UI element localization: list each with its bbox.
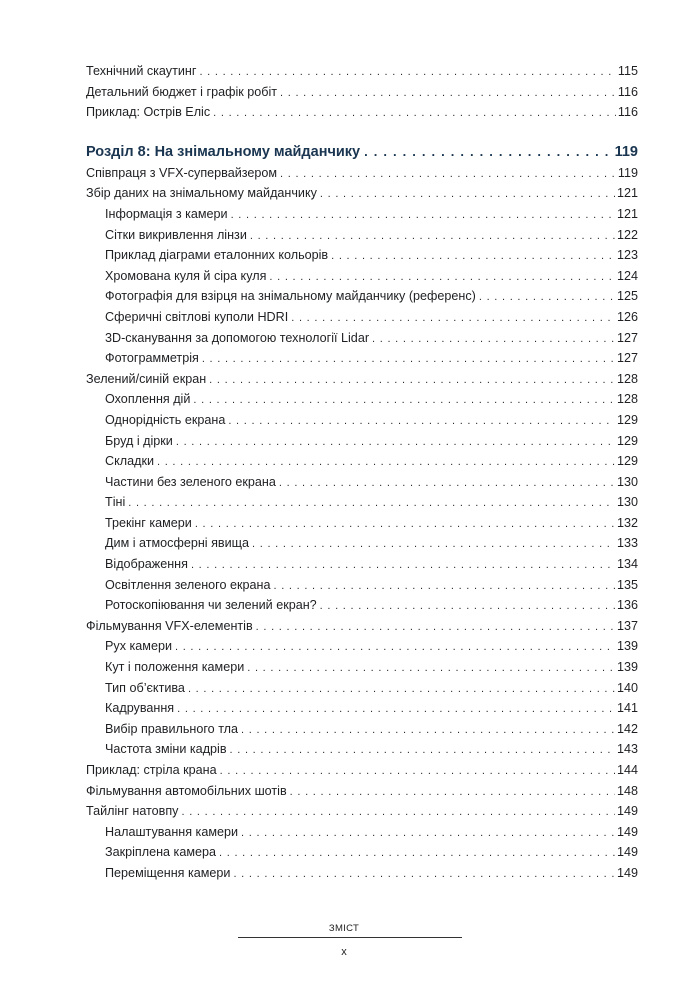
toc-entry-title: Освітлення зеленого екрана xyxy=(105,577,271,592)
toc-entry[interactable] xyxy=(86,348,638,369)
toc-entry[interactable] xyxy=(86,472,638,493)
toc-entry-page-number: 144 xyxy=(616,763,638,777)
toc-entry-page-number: 136 xyxy=(616,598,638,613)
toc-entry[interactable] xyxy=(86,739,638,760)
footer-page-number: x xyxy=(341,946,347,958)
dot-leader xyxy=(256,617,615,638)
chapter-page-number: 119 xyxy=(614,143,638,160)
toc-entry-title: Приклад: Острів Еліс xyxy=(86,105,211,120)
toc-entry[interactable] xyxy=(86,801,638,822)
toc-entry[interactable] xyxy=(86,307,638,328)
toc-entry-title: Технічний скаутинг xyxy=(86,64,197,78)
dot-leader xyxy=(220,761,615,782)
toc-entry-title: Фотограмметрія xyxy=(105,351,199,366)
dot-leader xyxy=(202,349,615,370)
dot-leader xyxy=(291,308,615,329)
dot-leader xyxy=(320,596,615,617)
toc-entry-title: Дим і атмосферні явища xyxy=(105,536,250,551)
toc-entry[interactable] xyxy=(86,760,638,781)
toc-entry-page-number: 116 xyxy=(617,105,638,120)
toc-entry-title: Закріплена камера xyxy=(105,845,217,860)
toc-entry-page-number: 129 xyxy=(616,412,638,427)
dot-leader xyxy=(269,267,615,288)
toc-entry-title: Тип об’єктива xyxy=(105,680,185,695)
toc-entry[interactable] xyxy=(86,410,638,431)
toc-entry-title: Бруд і дірки xyxy=(105,433,173,448)
toc-entry-title: Інформація з камери xyxy=(105,206,228,221)
toc-entry[interactable] xyxy=(86,842,638,863)
dot-leader xyxy=(273,576,615,597)
toc-entry[interactable] xyxy=(86,245,638,266)
toc-entry-page-number: 125 xyxy=(616,289,638,304)
dot-leader xyxy=(128,493,615,514)
toc-entry-page-number: 139 xyxy=(616,639,638,654)
dot-leader xyxy=(209,370,615,391)
dot-leader xyxy=(175,637,615,658)
toc-entry-page-number: 127 xyxy=(616,351,638,366)
dot-leader xyxy=(230,740,615,761)
toc-entry[interactable] xyxy=(86,595,638,616)
toc-entry-page-number: 140 xyxy=(616,680,638,695)
toc-entry-title: Кадрування xyxy=(105,701,175,716)
toc-entry[interactable] xyxy=(86,513,638,534)
toc-entry-title: Частота зміни кадрів xyxy=(105,742,227,757)
toc-entry-title: Фотографія для взірця на знімальному майданчику (референс) xyxy=(105,289,476,304)
dot-leader xyxy=(188,679,615,700)
toc-entry-page-number: 119 xyxy=(617,165,638,180)
toc-entry-page-number: 129 xyxy=(616,433,638,448)
toc-entry[interactable] xyxy=(86,266,638,287)
toc-entry-page-number: 132 xyxy=(616,515,638,530)
toc-entry-page-number: 121 xyxy=(616,186,638,201)
toc-entry-page-number: 127 xyxy=(616,330,638,345)
dot-leader xyxy=(176,432,615,453)
toc-entry-page-number: 121 xyxy=(616,206,638,221)
dot-leader xyxy=(241,720,615,741)
dot-leader xyxy=(157,452,615,473)
dot-leader xyxy=(191,555,615,576)
toc-entry[interactable] xyxy=(86,286,638,307)
toc-entry-title: Ротоскопіювання чи зелений екран? xyxy=(105,598,317,613)
toc-entry-page-number: 149 xyxy=(616,804,638,819)
toc-entry[interactable] xyxy=(86,61,638,82)
toc-entry-title: Тіні xyxy=(105,495,126,510)
toc-entry-title: Рух камери xyxy=(105,639,172,654)
toc-entry[interactable] xyxy=(86,657,638,678)
toc-entry-title: Однорідність екрана xyxy=(105,412,226,427)
toc-entry-title: Приклад: стріла крана xyxy=(86,763,217,777)
dot-leader xyxy=(252,534,615,555)
toc-entry[interactable] xyxy=(86,822,638,843)
toc-entry-page-number: 137 xyxy=(616,618,638,633)
toc-entry-title: Фільмування автомобільних шотів xyxy=(86,783,287,798)
dot-leader xyxy=(280,83,616,104)
dot-leader xyxy=(247,658,615,679)
toc-entry-title: Збір даних на знімальному майданчику xyxy=(86,186,317,201)
toc-entry-title: Охоплення дій xyxy=(105,392,191,407)
toc-entry[interactable] xyxy=(86,698,638,719)
toc-entry-page-number: 128 xyxy=(616,371,638,386)
dot-leader xyxy=(320,184,615,205)
toc-entry-title: Частини без зеленого екрана xyxy=(105,474,276,489)
toc-entry-page-number: 122 xyxy=(616,227,638,242)
toc-entry-page-number: 129 xyxy=(616,454,638,469)
toc-entry[interactable] xyxy=(86,389,638,410)
dot-leader xyxy=(213,103,616,124)
toc-entry-page-number: 149 xyxy=(616,865,638,880)
toc-entry[interactable] xyxy=(86,82,638,103)
dot-leader xyxy=(231,205,615,226)
toc-entry[interactable] xyxy=(86,719,638,740)
toc-entry-page-number: 143 xyxy=(616,742,638,757)
toc-entry-title: Переміщення камери xyxy=(105,865,231,880)
toc-entry-page-number: 148 xyxy=(616,783,638,798)
toc-entry-title: Кут і положення камери xyxy=(105,660,245,675)
toc-entry[interactable] xyxy=(86,204,638,225)
toc-entry[interactable] xyxy=(86,163,638,184)
toc-entry[interactable] xyxy=(86,451,638,472)
toc-entry[interactable] xyxy=(86,225,638,246)
dot-leader xyxy=(193,390,615,411)
footer-section-label: ЗМІСТ xyxy=(328,923,360,934)
toc-entry-page-number: 126 xyxy=(616,309,638,324)
toc-entry-title: Трекінг камери xyxy=(105,515,192,530)
footer-divider xyxy=(238,937,462,938)
toc-entry-title: Вибір правильного тла xyxy=(105,721,239,736)
dot-leader xyxy=(479,287,615,308)
toc-entry-page-number: 135 xyxy=(616,577,638,592)
toc-entry-page-number: 115 xyxy=(617,64,638,78)
dot-leader xyxy=(290,782,615,803)
toc-entry-title: Складки xyxy=(105,454,154,469)
toc-entry-title: Хромована куля й сіра куля xyxy=(105,268,267,283)
toc-entry[interactable] xyxy=(86,781,638,802)
toc-entry-title: Зелений/синій екран xyxy=(86,371,207,386)
toc-entry-page-number: 128 xyxy=(616,392,638,407)
toc-entry-page-number: 116 xyxy=(617,84,638,99)
toc-entry-page-number: 133 xyxy=(616,536,638,551)
dot-leader xyxy=(177,699,615,720)
toc-entry-title: Тайлінг натовпу xyxy=(86,804,179,819)
toc-entry-title: Сітки викривлення лінзи xyxy=(105,227,247,242)
table-of-contents xyxy=(86,61,638,884)
chapter-heading[interactable] xyxy=(86,141,638,163)
toc-entry-page-number: 142 xyxy=(616,721,638,736)
dot-leader xyxy=(279,473,615,494)
toc-entry-page-number: 139 xyxy=(616,660,638,675)
toc-entry-page-number: 149 xyxy=(616,824,638,839)
toc-entry-title: Приклад діаграми еталонних кольорів xyxy=(105,248,329,263)
dot-leader xyxy=(199,62,615,83)
toc-entry[interactable] xyxy=(86,616,638,637)
dot-leader xyxy=(241,823,615,844)
toc-entry-title: Співпраця з VFX-супервайзером xyxy=(86,165,278,180)
dot-leader xyxy=(250,226,615,247)
toc-entry[interactable] xyxy=(86,533,638,554)
toc-entry-title: Сферичні світлові куполи HDRI xyxy=(105,309,289,324)
toc-entry[interactable] xyxy=(86,102,638,123)
toc-entry-page-number: 134 xyxy=(616,557,638,572)
toc-entry-page-number: 130 xyxy=(616,474,638,489)
toc-entry[interactable] xyxy=(86,492,638,513)
toc-entry[interactable] xyxy=(86,328,638,349)
chapter-title: Розділ 8: На знімальному майданчику xyxy=(86,143,361,160)
toc-entry-title: Налаштування камери xyxy=(105,824,239,839)
dot-leader xyxy=(372,329,615,350)
dot-leader xyxy=(331,246,615,267)
toc-entry-page-number: 149 xyxy=(616,845,638,860)
toc-entry[interactable] xyxy=(86,183,638,204)
toc-entry-page-number: 141 xyxy=(616,701,638,716)
toc-entry[interactable] xyxy=(86,678,638,699)
toc-entry-page-number: 130 xyxy=(616,495,638,510)
dot-leader xyxy=(195,514,615,535)
toc-section-before xyxy=(86,61,638,123)
toc-entry-title: Відображення xyxy=(105,557,188,572)
dot-leader xyxy=(181,802,615,823)
toc-entry[interactable] xyxy=(86,863,638,884)
toc-entry-title: 3D-сканування за допомогою технології Lidar xyxy=(105,330,370,345)
toc-entry[interactable] xyxy=(86,554,638,575)
dot-leader xyxy=(364,141,612,163)
toc-entry-title: Детальний бюджет і графік робіт xyxy=(86,84,278,99)
toc-entry-page-number: 124 xyxy=(616,268,638,283)
toc-entry[interactable] xyxy=(86,369,638,390)
dot-leader xyxy=(280,164,616,185)
toc-entry[interactable] xyxy=(86,575,638,596)
dot-leader xyxy=(219,843,615,864)
dot-leader xyxy=(233,864,615,885)
toc-entry[interactable] xyxy=(86,636,638,657)
toc-entry-title: Фільмування VFX-елементів xyxy=(86,618,253,633)
toc-entry[interactable] xyxy=(86,431,638,452)
dot-leader xyxy=(228,411,615,432)
toc-section-after xyxy=(86,163,638,884)
toc-entry-page-number: 123 xyxy=(616,248,638,263)
